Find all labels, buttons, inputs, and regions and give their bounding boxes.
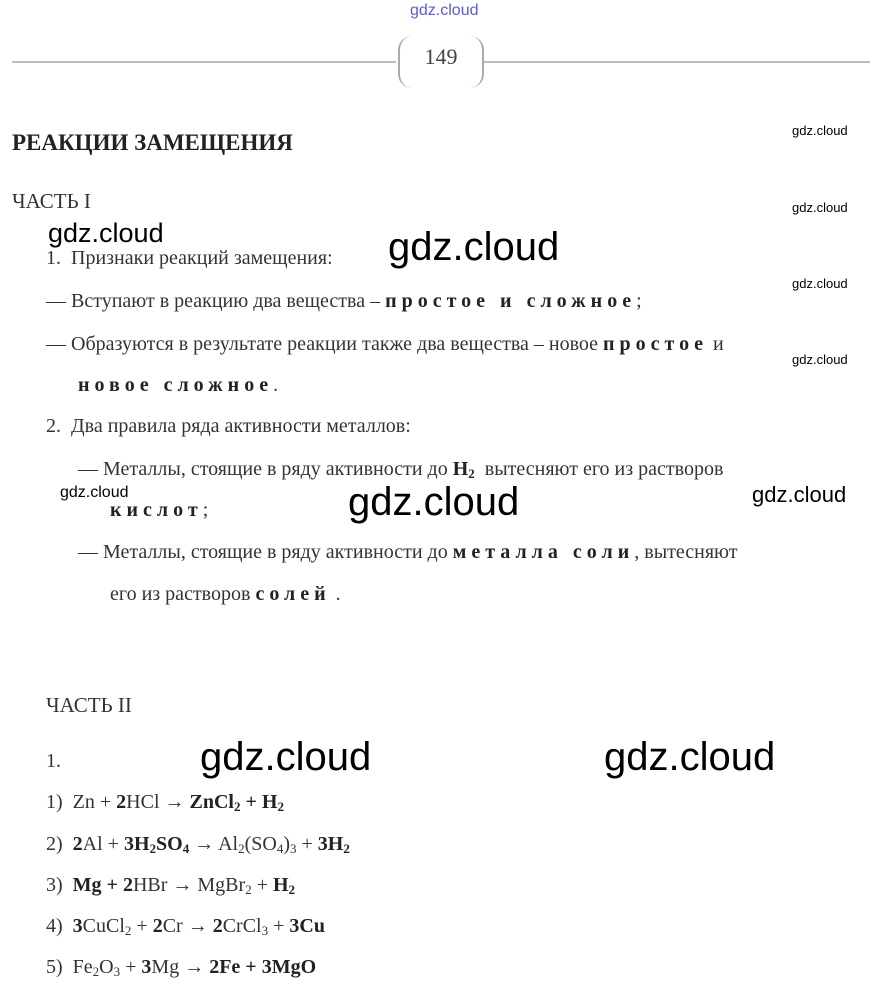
question-2 <box>46 415 411 438</box>
equation-5: 5) $Fe_2O_3 + 3Mg \to 2Fe + 3MgO$ <box>46 956 317 979</box>
rule-2-cont <box>110 583 341 606</box>
rule-text: его из растворов <box>110 583 251 605</box>
punct: . <box>273 374 279 396</box>
answer: солей <box>255 583 331 605</box>
watermark: gdz.cloud <box>792 200 848 215</box>
bullet-1 <box>46 290 642 313</box>
bullet-text: — Вступают в реакцию два вещества – <box>46 290 381 312</box>
equation-number: 4) <box>46 915 63 937</box>
part2-question-number: 1. <box>46 750 61 772</box>
question-number: 2. <box>46 415 61 437</box>
equation-1: 1) Zn + 2HCl → ZnCl$_2$ + $H_2$ <box>46 791 284 814</box>
watermark: gdz.cloud <box>792 352 848 367</box>
rule-text: — Металлы, стоящие в ряду активности до <box>78 541 448 563</box>
rule-text: вытесняют его из растворов <box>484 458 724 480</box>
equation-4: 4) 3CuCl$_2$ + 2Cr → 2CrCl$_3$ + 3Cu <box>46 915 325 938</box>
watermark-top: gdz.cloud <box>410 2 479 19</box>
part1-heading: ЧАСТЬ I <box>12 189 91 213</box>
header-rule-right <box>482 61 870 63</box>
bullet-2 <box>46 333 724 356</box>
watermark: gdz.cloud <box>348 480 520 524</box>
watermark: gdz.cloud <box>48 218 164 248</box>
part2-heading: ЧАСТЬ II <box>46 693 132 717</box>
header-rule-left <box>12 61 396 63</box>
question-text: Два правила ряда активности металлов: <box>71 415 411 437</box>
equation-number: 5) <box>46 956 63 978</box>
question-text: Признаки реакций замещения: <box>71 247 333 269</box>
rule-2 <box>78 541 737 564</box>
watermark: gdz.cloud <box>388 225 560 269</box>
watermark: gdz.cloud <box>752 482 847 507</box>
watermark: gdz.cloud <box>604 735 776 779</box>
answer: кислот <box>110 499 203 521</box>
equation-number: 3) <box>46 874 63 896</box>
conjunction: и <box>713 333 724 355</box>
page-title: РЕАКЦИИ ЗАМЕЩЕНИЯ <box>12 130 293 155</box>
watermark: gdz.cloud <box>60 484 129 501</box>
watermark: gdz.cloud <box>792 123 848 138</box>
answer: $H_2$ <box>452 458 475 481</box>
rule-1-cont <box>110 499 208 522</box>
equation-number: 2) <box>46 833 63 855</box>
watermark: gdz.cloud <box>200 735 372 779</box>
answer: простое и сложное <box>385 290 637 312</box>
watermark: gdz.cloud <box>792 276 848 291</box>
equation-number: 1) <box>46 791 63 813</box>
answer: металла соли <box>452 541 635 563</box>
punct: . <box>335 583 341 605</box>
rule-text: — Металлы, стоящие в ряду активности до <box>78 458 448 480</box>
question-number: 1. <box>46 247 61 269</box>
question-1 <box>46 247 333 270</box>
answer: новое сложное <box>78 374 274 396</box>
equation-3: 3) Mg + 2HBr → MgBr$_2$ + $H_2$ <box>46 874 296 897</box>
punct: ; <box>636 290 642 312</box>
bullet-2-cont <box>78 374 278 397</box>
rule-1 <box>78 458 723 481</box>
equation-2: 2) $2Al + 3H_2SO_4 \to Al_2(SO_4)_3 + 3H_2$ <box>46 833 350 856</box>
bullet-text: — Образуются в результате реакции также два вещества – новое <box>46 333 599 355</box>
punct: ; <box>202 499 209 521</box>
answer: простое <box>603 333 708 355</box>
rule-text: , вытесняют <box>634 541 738 563</box>
page-number: 149 <box>424 44 458 69</box>
